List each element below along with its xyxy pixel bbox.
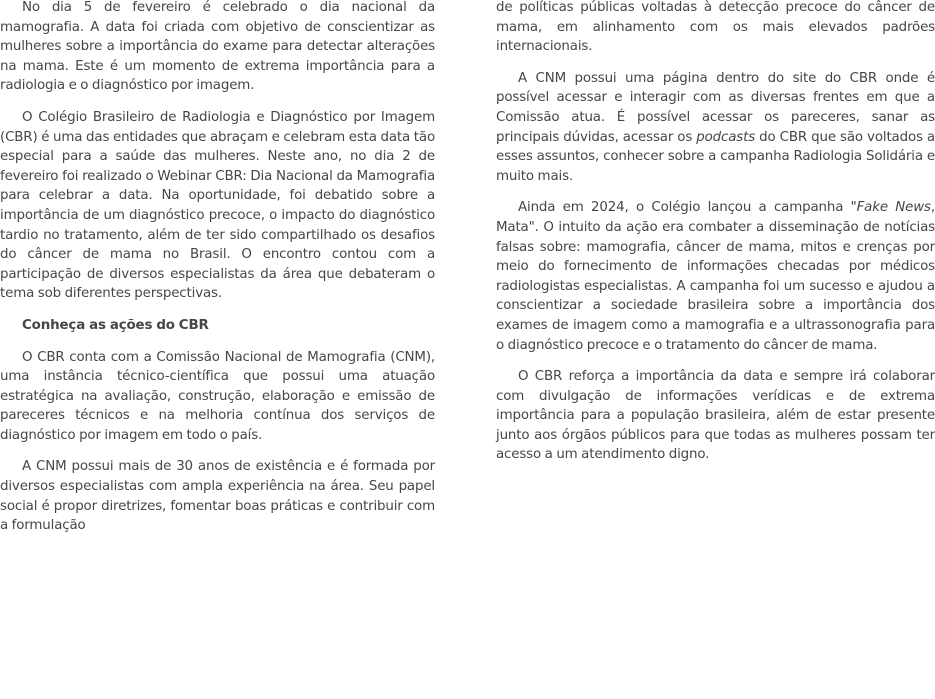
- text: , Mata". O intuito da ação era combater a disseminação de notícias falsas sobre: mamografia, câncer de mama, mitos e crenças por meio do fornecimento de informações checadas por médicos radiologistas especialistas. A campanha foi um sucesso e ajudou a conscientizar a sociedade brasileira sobre a importância dos exames de imagem como a mamografia e a ultrassonografia para o diagnóstico precoce e o tratamento do câncer de mama.: [496, 200, 935, 353]
- paragraph-cnm: O CBR conta com a Comissão Nacional de Mamografia (CNM), uma instância técnico-científica que possui uma atuação estratégica na avaliação, construção, elaboração e emissão de pareceres técnicos e na melhoria contínua dos serviços de diagnóstico por imagem em todo o país.: [0, 349, 435, 443]
- text: Ainda em 2024, o Colégio lançou a campanha ": [518, 200, 857, 216]
- italic-podcasts: podcasts: [696, 129, 756, 145]
- italic-fake-news: Fake News: [856, 200, 931, 216]
- left-column: [0, 0, 435, 548]
- paragraph-cbr-webinar: O Colégio Brasileiro de Radiologia e Diagnóstico por Imagem (CBR) é uma das entidades que abraçam e celebram esta data tão especial para a saúde das mulheres. Neste ano, no dia 2 de fevereiro foi realizado o Webinar CBR: Dia Nacional da Mamografia para celebrar a data. Na oportunidade, foi debatido sobre a importância de um diagnóstico precoce, o impacto do diagnóstico tardio no tratamento, além de ter sido compartilhado os desafios do câncer de mama no Brasil. O encontro contou com a participação de diversos especialistas da área que debateram o tema sob diferentes perspectivas.: [0, 109, 435, 302]
- paragraph-intro: No dia 5 de fevereiro é celebrado o dia nacional da mamografia. A data foi criada com objetivo de conscientizar as mulheres sobre a importância do exame para detectar alterações na mama. Este é um momento de extrema importância para a radiologia e o diagnóstico por imagem.: [0, 0, 435, 94]
- paragraph-closing: O CBR reforça a importância da data e sempre irá colaborar com divulgação de informações verídicas e de extrema importância para a população brasileira, além de estar presente junto aos órgãos públicos para que todas as mulheres possam ter acesso a um atendimento digno.: [496, 369, 935, 463]
- paragraph-cnm-history-continued: de políticas públicas voltadas à detecção precoce do câncer de mama, em alinhamento com os mais elevados padrões internacionais.: [496, 0, 935, 55]
- paragraph-fake-news-campaign: [496, 198, 935, 355]
- text: do CBR que são voltados a esses assuntos, conhecer sobre a campanha Radiologia Solidária e muito mais.: [496, 129, 935, 184]
- paragraph-cnm-page: [496, 69, 935, 187]
- right-column: [496, 0, 935, 477]
- text: A CNM possui uma página dentro do site do CBR onde é possível acessar e interagir com as diversas frentes em que a Comissão atua. É possível acessar os pareceres, sanar as principais dúvidas, acessar os: [496, 70, 935, 145]
- section-heading: Conheça as ações do CBR: [22, 317, 209, 333]
- paragraph-cnm-history: A CNM possui mais de 30 anos de existência e é formada por diversos especialistas com ampla experiência na área. Seu papel social é propor diretrizes, fomentar boas práticas e contribuir com a formulação: [0, 459, 435, 534]
